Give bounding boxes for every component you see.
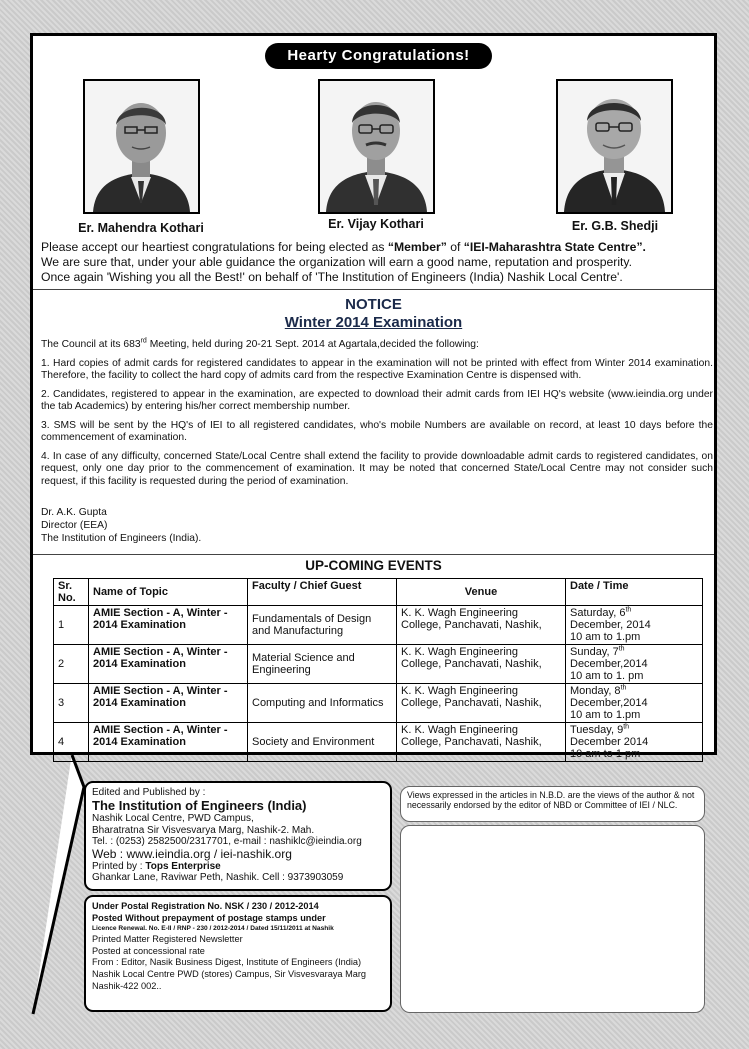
notice-point-1: 1. Hard copies of admit cards for registered candidates to appear in the examination will not be printed with effect from Winter 2014 examination. Therefore, the facility to collect the hard copy of admits card from the respective Examination Centre is dispensed with. xyxy=(41,357,713,381)
date-sup: th xyxy=(625,606,632,614)
person-name-2: Er. Vijay Kothari xyxy=(328,217,424,231)
postal-line1: Printed Matter Registered Newsletter xyxy=(92,934,243,945)
section-divider xyxy=(33,554,714,555)
postal-line4: Nashik Local Centre PWD (stores) Campus, Sir Visvesvaraya Marg xyxy=(92,968,367,979)
table-row xyxy=(54,723,703,762)
section-divider xyxy=(33,289,714,290)
publisher-label: Edited and Published by : xyxy=(92,787,206,798)
notice-intro xyxy=(41,339,713,352)
publisher-line1: Nashik Local Centre, PWD Campus, xyxy=(92,813,254,825)
cell-faculty: Material Science and Engineering xyxy=(248,645,397,684)
portrait-photo-3 xyxy=(556,79,673,214)
signatory-name: Dr. A.K. Gupta xyxy=(41,507,107,518)
publisher-phone: Tel. : (0253) 2582500/2317701, e-mail : nashiklc@ieindia.org xyxy=(92,836,362,848)
date-month: December 2014 xyxy=(570,736,649,748)
cell-sr: 2 xyxy=(54,645,89,684)
message-line2: We are sure that, under your able guidance the organization will earn a good name, reputation and prosperity. xyxy=(41,255,633,269)
main-frame xyxy=(30,33,717,760)
cell-topic: AMIE Section - A, Winter - 2014 Examination xyxy=(89,723,248,762)
publisher-org: The Institution of Engineers (India) xyxy=(92,798,307,814)
header-sr: Sr. No. xyxy=(54,579,89,606)
cell-sr: 3 xyxy=(54,684,89,723)
header-topic: Name of Topic xyxy=(89,579,248,606)
header-faculty: Faculty / Chief Guest xyxy=(248,579,397,606)
cell-venue: K. K. Wagh Engineering College, Panchavati, Nashik, xyxy=(397,723,566,762)
publisher-line2: Bharatratna Sir Visvesvarya Marg, Nashik-2. Mah. xyxy=(92,824,315,836)
date-day: Sunday, 7 xyxy=(570,646,619,658)
postal-line2: Posted at concessional rate xyxy=(92,945,205,956)
date-time: 10 am to 1 pm xyxy=(570,748,641,760)
events-title: UP-COMING EVENTS xyxy=(305,558,442,573)
printer-address: Ghankar Lane, Raviwar Peth, Nashik. Cell : 9373903059 xyxy=(92,872,344,884)
publisher-printed xyxy=(92,861,384,872)
cell-faculty: Society and Environment xyxy=(248,723,397,762)
intro-pre: The Council at its 683 xyxy=(41,339,141,350)
date-sup: th xyxy=(618,645,625,653)
congrats-message xyxy=(41,240,719,285)
address-label-box xyxy=(400,825,705,1013)
date-sup: th xyxy=(620,684,627,692)
cell-venue: K. K. Wagh Engineering College, Panchavati, Nashik, xyxy=(397,684,566,723)
cell-topic: AMIE Section - A, Winter - 2014 Examination xyxy=(89,684,248,723)
publisher-box xyxy=(84,781,392,891)
message-role: “Member” xyxy=(387,240,447,254)
postal-line5: Nashik-422 002.. xyxy=(92,980,162,991)
date-month: December,2014 xyxy=(570,658,648,670)
publisher-web: Web : www.ieindia.org / iei-nashik.org xyxy=(92,846,292,861)
header-date: Date / Time xyxy=(566,579,703,606)
date-day: Monday, 8 xyxy=(570,685,621,697)
date-time: 10 am to 1.pm xyxy=(570,631,641,643)
message-org: “IEI-Maharashtra State Centre”. xyxy=(463,240,646,254)
signatory-institution: The Institution of Engineers (India). xyxy=(41,533,202,544)
events-table xyxy=(53,578,703,762)
date-time: 10 am to 1.pm xyxy=(570,709,641,721)
printer-name: Tops Enterprise xyxy=(145,860,221,872)
notice-point-3: 3. SMS will be sent by the HQ's of IEI to all registered candidates, who's mobile Numbers are available on record, at least 10 days before the commencement of examination. xyxy=(41,419,713,443)
cell-date xyxy=(566,645,703,684)
person-name-1: Er. Mahendra Kothari xyxy=(78,221,204,235)
person-name-3: Er. G.B. Shedji xyxy=(571,219,659,233)
portrait-photo-1 xyxy=(83,79,200,214)
table-row xyxy=(54,606,703,645)
portrait-photo-2 xyxy=(318,79,435,214)
date-time: 10 am to 1. pm xyxy=(570,670,644,682)
printed-label: Printed by : xyxy=(92,860,146,872)
message-of: of xyxy=(446,240,464,254)
cell-date xyxy=(566,723,703,762)
date-month: December, 2014 xyxy=(570,619,651,631)
disclaimer-text: Views expressed in the articles in N.B.D. are the views of the author & not necessarily endorsed by the editor of NBD or Committee of IEI / NLC. xyxy=(407,790,695,810)
postal-posted: Posted Without prepayment of postage stamps under xyxy=(92,912,326,923)
notice-signature xyxy=(41,506,201,545)
cell-faculty: Fundamentals of Design and Manufacturing xyxy=(248,606,397,645)
cell-topic: AMIE Section - A, Winter - 2014 Examination xyxy=(89,606,248,645)
date-sup: th xyxy=(623,723,630,731)
date-day: Tuesday, 9 xyxy=(570,724,624,736)
cell-venue: K. K. Wagh Engineering College, Panchavati, Nashik, xyxy=(397,645,566,684)
table-row xyxy=(54,645,703,684)
cell-date xyxy=(566,684,703,723)
date-month: December,2014 xyxy=(570,697,648,709)
postal-line3: From : Editor, Nasik Business Digest, Institute of Engineers (India) xyxy=(92,957,362,968)
notice-point-4: 4. In case of any difficulty, concerned State/Local Centre shall extend the facility to provide downloadable admit cards to registered candidates, on request, only one day prior to the commencement of examination. It may be noted that concerned State/Local Centre may not consider such request, if this facility is requested during the period of examination. xyxy=(41,450,713,487)
intro-post: Meeting, held during 20-21 Sept. 2014 at Agartala,decided the following: xyxy=(146,339,479,350)
intro-sup: rd xyxy=(140,337,147,345)
cell-venue: K. K. Wagh Engineering College, Panchavati, Nashik, xyxy=(397,606,566,645)
cell-sr: 1 xyxy=(54,606,89,645)
message-pre: Please accept our heartiest congratulations for being elected as xyxy=(41,240,388,254)
table-header-row xyxy=(54,579,703,606)
notice-point-2: 2. Candidates, registered to appear in the examination, are expected to download their admit cards from IEI HQ's website (www.ieindia.org under the tab Academics) by entering his/her correct membership number. xyxy=(41,388,713,412)
cell-date xyxy=(566,606,703,645)
signatory-designation: Director (EEA) xyxy=(41,520,108,531)
notice-title: NOTICE xyxy=(345,296,402,313)
message-line3: Once again 'Wishing you all the Best!' on behalf of 'The Institution of Engineers (India) Nashik Local Centre'. xyxy=(41,270,623,284)
cell-topic: AMIE Section - A, Winter - 2014 Examination xyxy=(89,645,248,684)
cell-faculty: Computing and Informatics xyxy=(248,684,397,723)
notice-subtitle xyxy=(33,314,714,331)
notice-body xyxy=(41,339,713,494)
postal-reg: Under Postal Registration No. NSK / 230 / 2012-2014 xyxy=(92,901,319,911)
postal-box xyxy=(84,895,392,1012)
disclaimer-box xyxy=(400,786,705,822)
cell-sr: 4 xyxy=(54,723,89,762)
congrats-title: Hearty Congratulations! xyxy=(265,43,492,69)
postal-licence: Licence Renewal. No. E-II / RNP - 230 / 2012-2014 / Dated 15/11/2011 at Nashik xyxy=(92,925,334,933)
date-day: Saturday, 6 xyxy=(570,607,626,619)
table-row xyxy=(54,684,703,723)
header-venue: Venue xyxy=(397,579,566,606)
notice-subtitle-text: Winter 2014 Examination xyxy=(284,314,463,331)
